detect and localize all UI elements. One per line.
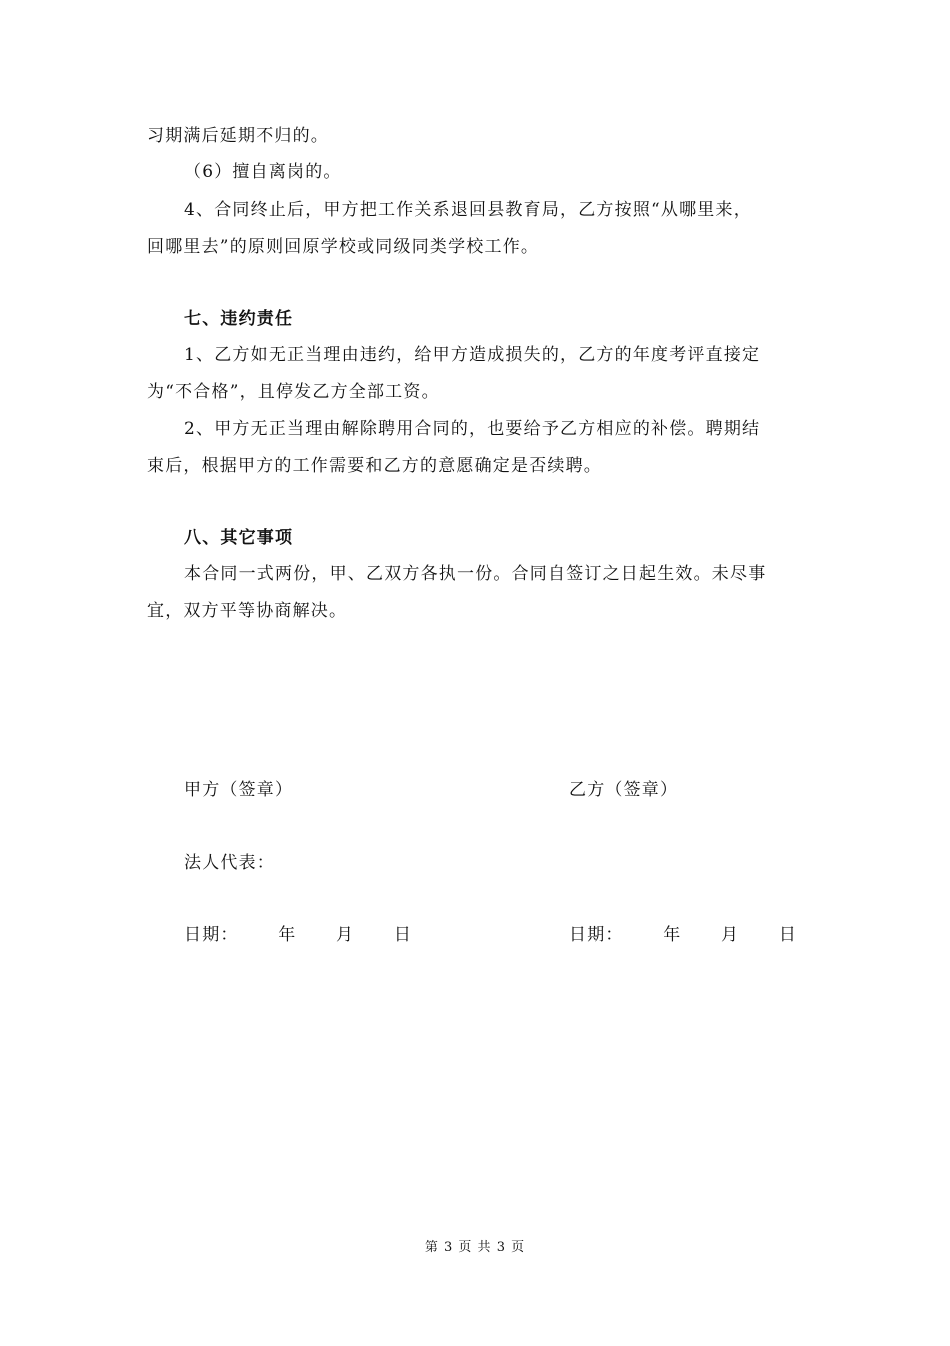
- section6-item-6: （6）擅自离岗的。: [184, 162, 342, 182]
- party-a-signature-label: 甲方（签章）: [184, 780, 294, 800]
- section6-item-4-line2: 回哪里去”的原则回原学校或同级同类学校工作。: [147, 237, 540, 257]
- section7-heading: 七、违约责任: [184, 309, 294, 329]
- party-a-date-line: 日期： 年 月 日: [184, 925, 413, 945]
- section7-item-2-line2: 束后，根据甲方的工作需要和乙方的意愿确定是否续聘。: [147, 456, 602, 476]
- party-b-date-line: 日期： 年 月 日: [569, 925, 798, 945]
- section7-item-1-line2: 为“不合格”，且停发乙方全部工资。: [147, 382, 440, 402]
- page-number-footer: 第 3 页 共 3 页: [424, 1240, 526, 1255]
- section8-line1: 本合同一式两份，甲、乙双方各执一份。合同自签订之日起生效。未尽事: [184, 564, 767, 584]
- section6-item-4-line1: 4、合同终止后，甲方把工作关系退回县教育局，乙方按照“从哪里来，: [184, 200, 752, 220]
- section8-line2: 宜，双方平等协商解决。: [147, 601, 348, 621]
- section8-heading: 八、其它事项: [184, 528, 294, 548]
- section7-item-2-line1: 2、甲方无正当理由解除聘用合同的，也要给予乙方相应的补偿。聘期结: [184, 419, 761, 439]
- legal-representative-label: 法人代表：: [184, 853, 275, 873]
- section6-continuation-line: 习期满后延期不归的。: [147, 126, 329, 146]
- section7-item-1-line1: 1、乙方如无正当理由违约，给甲方造成损失的，乙方的年度考评直接定: [184, 345, 761, 365]
- party-b-signature-label: 乙方（签章）: [569, 780, 679, 800]
